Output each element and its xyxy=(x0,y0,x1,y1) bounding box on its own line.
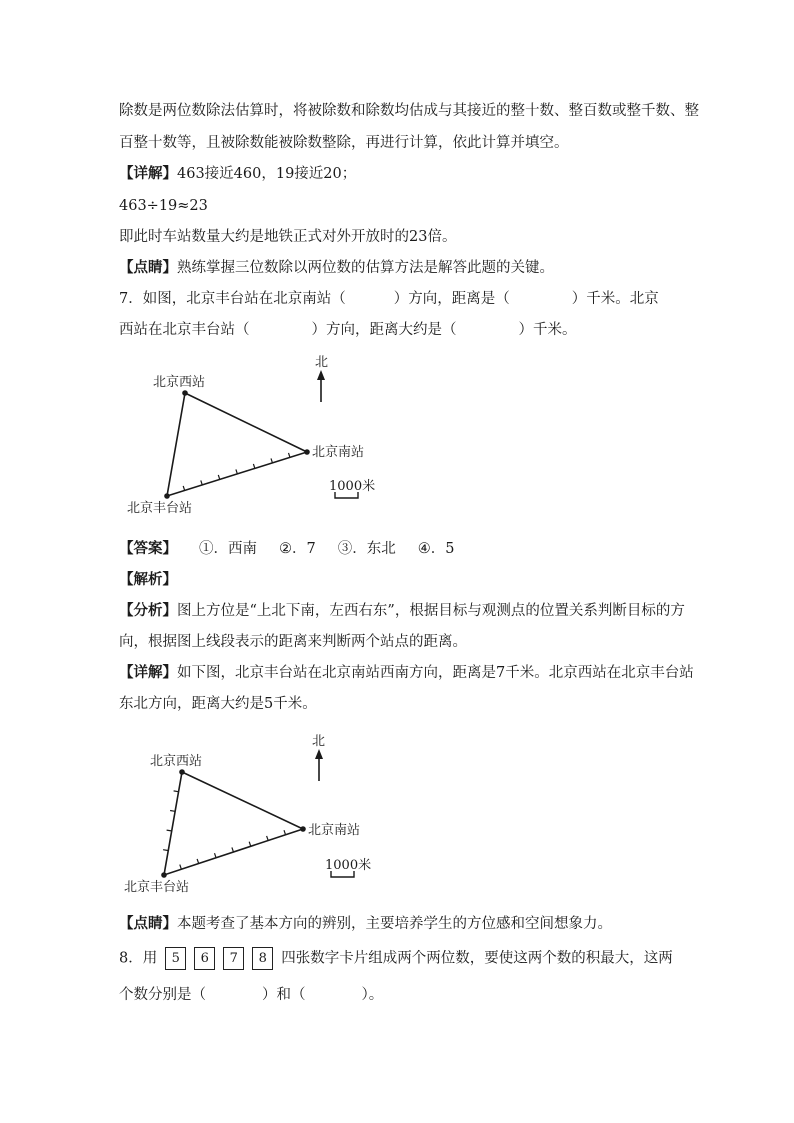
south-station-label: 北京南站 xyxy=(312,445,365,460)
q7-detail-label: 【详解】 xyxy=(119,664,177,681)
q7-detail-line-2: 东北方向，距离大约是5千米。 xyxy=(119,696,317,712)
scale-label: 1000米 xyxy=(329,479,376,494)
q7-point xyxy=(119,914,612,934)
q7-text-c: ）千米。北京 xyxy=(571,291,659,307)
q8-line-2 xyxy=(119,985,383,1005)
q6-detail-text: 463接近460，19接近20； xyxy=(177,166,357,182)
q8-text-a: 个数分别是（ xyxy=(119,987,206,1003)
q8-prefix: 8．用 xyxy=(119,950,158,967)
q7-answer-4: ④．5 xyxy=(417,541,455,557)
q7-answer-1: ①．西南 xyxy=(199,541,257,557)
intro-line-1: 除数是两位数除法估算时，将被除数和除数均估成与其接近的整十数、整百数或整千数、整 xyxy=(119,103,699,119)
west-station-label: 北京西站 xyxy=(153,375,206,390)
q8-text-c: ）。 xyxy=(361,987,384,1003)
q7-text-f: ）千米。 xyxy=(518,322,577,338)
q7-text-d: 西站在北京丰台站（ xyxy=(119,322,250,338)
scale-ticks-2 xyxy=(180,830,286,869)
number-card-5: 5 xyxy=(165,947,186,970)
intro-line-2: 百整十数等，且被除数能被除数整除，再进行计算，依此计算并填空。 xyxy=(119,135,569,151)
q6-calc: 463÷19≈23 xyxy=(119,198,208,214)
number-card-8: 8 xyxy=(252,947,273,970)
north-arrow-2 xyxy=(312,734,325,781)
side-ticks-2 xyxy=(163,791,178,851)
north-label: 北 xyxy=(315,355,329,370)
q7-detail-text-1: 如下图，北京丰台站在北京南站西南方向，距离是7千米。北京西站在北京丰台站 xyxy=(177,665,694,681)
q6-point-text: 熟练掌握三位数除以两位数的估算方法是解答此题的关键。 xyxy=(177,260,554,276)
q7-answer-3: ③．东北 xyxy=(337,541,396,557)
q8-text-b: ）和（ xyxy=(262,987,306,1003)
west-station-label-2: 北京西站 xyxy=(150,754,203,769)
number-card-7: 7 xyxy=(223,947,244,970)
north-label-2: 北 xyxy=(312,734,326,749)
q6-conclusion: 即此时车站数量大约是地铁正式对外开放时的23倍。 xyxy=(119,229,457,245)
q7-point-text: 本题考查了基本方向的辨别，主要培养学生的方位感和空间想象力。 xyxy=(177,916,612,932)
q7-answer-label: 【答案】 xyxy=(119,540,177,557)
scale-label-2: 1000米 xyxy=(325,858,372,873)
q7-analysis-title: 【解析】 xyxy=(119,571,177,588)
q7-analysis-line-2: 向，根据图上线段表示的距离来判断两个站点的距离。 xyxy=(119,634,467,650)
fengtai-station-label-2: 北京丰台站 xyxy=(124,880,190,895)
q7-analysis-label: 【分析】 xyxy=(119,602,177,619)
q6-detail-label: 【详解】 xyxy=(119,165,177,182)
q6-point-label: 【点睛】 xyxy=(119,259,177,276)
q7-analysis-text-1: 图上方位是“上北下南，左西右东”，根据目标与观测点的位置关系判断目标的方 xyxy=(177,603,685,619)
south-station-label-2: 北京南站 xyxy=(308,823,361,838)
q7-text-a: 7．如图，北京丰台站在北京南站（ xyxy=(119,291,346,307)
q7-text-b: ）方向，距离是（ xyxy=(393,291,510,307)
q8-suffix: 四张数字卡片组成两个两位数，要使这两个数的积最大，这两 xyxy=(281,950,673,967)
q8-line-1 xyxy=(119,947,673,970)
q7-answer-2: ②．7 xyxy=(279,541,316,557)
fengtai-station-label: 北京丰台站 xyxy=(127,501,193,516)
number-card-6: 6 xyxy=(194,947,215,970)
q7-point-label: 【点睛】 xyxy=(119,915,177,932)
station-triangle-2 xyxy=(164,772,303,875)
q7-text-e: ）方向，距离大约是（ xyxy=(311,322,457,338)
